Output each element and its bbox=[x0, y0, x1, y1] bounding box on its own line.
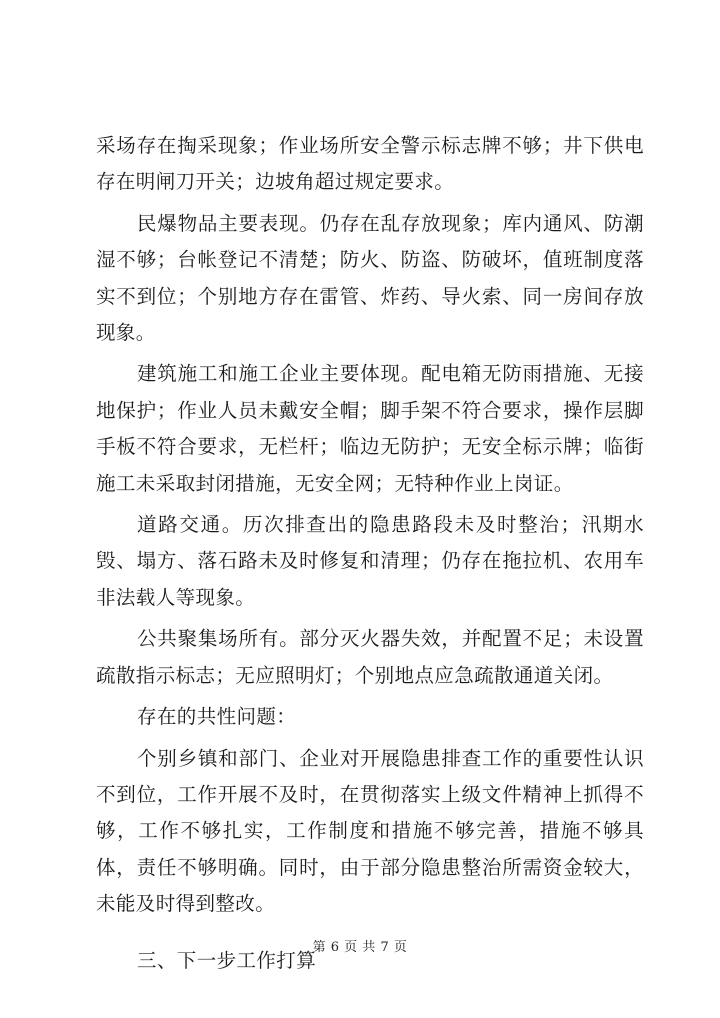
paragraph-common-issues: 个别乡镇和部门、企业对开展隐患排查工作的重要性认识不到位，工作开展不及时，在贯彻落实上级文件精神上抓得不够，工作不够扎实，工作制度和措施不够完善，措施不够具体，责任不够明确。同时，由于部分隐患整治所需资金较大，未能及时得到整改。 bbox=[96, 746, 644, 916]
paragraph-road-traffic: 道路交通。历次排查出的隐患路段未及时整治；汛期水毁、塌方、落石路未及时修复和清理；仍存在拖拉机、农用车非法载人等现象。 bbox=[96, 513, 644, 609]
document-body bbox=[96, 128, 644, 979]
paragraph-common-issues-heading: 存在的共性问题： bbox=[137, 705, 297, 729]
page-number-footer: 第 6 页 共 7 页 bbox=[312, 940, 408, 955]
paragraph-public-places: 公共聚集场所有。部分灭火器失效，并配置不足；未设置疏散指示标志；无应照明灯；个别地点应急疏散通道关闭。 bbox=[96, 627, 644, 687]
paragraph-construction: 建筑施工和施工企业主要体现。配电箱无防雨措施、无接地保护；作业人员未戴安全帽；脚手架不符合要求，操作层脚手板不符合要求，无栏杆；临边无防护；无安全标示牌；临街施工未采取封闭措施，无安全网；无特种作业上岗证。 bbox=[96, 362, 644, 495]
section-heading-next-steps: 三、下一步工作打算 bbox=[137, 948, 317, 972]
paragraph-explosives: 民爆物品主要表现。仍存在乱存放现象；库内通风、防潮湿不够；台帐登记不清楚；防火、防盗、防破坏，值班制度落实不到位；个别地方存在雷管、炸药、导火索、同一房间存放现象。 bbox=[96, 211, 644, 345]
paragraph-mining-hazards: 采场存在掏采现象；作业场所安全警示标志牌不够；井下供电存在明闸刀开关；边坡角超过规定要求。 bbox=[96, 134, 644, 194]
